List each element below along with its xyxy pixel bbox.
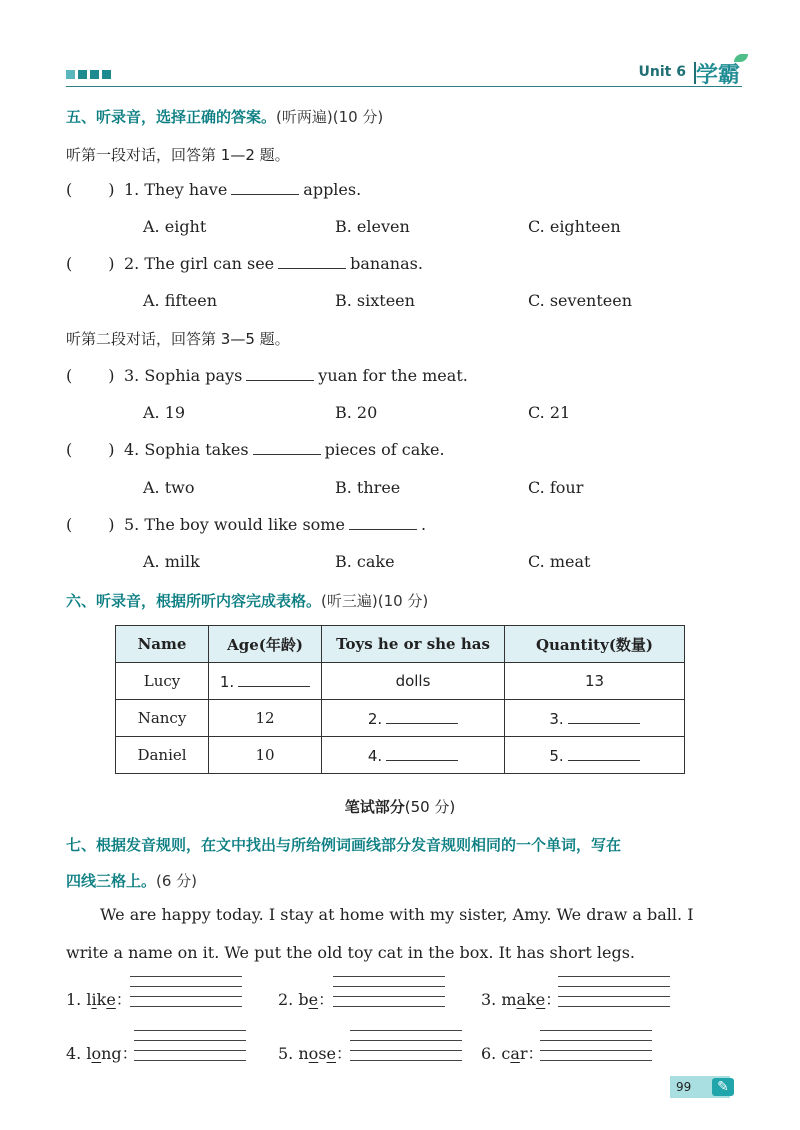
q1-option-c[interactable]: C. eighteen [528, 217, 621, 236]
cell-toys: dolls [322, 663, 505, 700]
table-header-row [116, 626, 685, 663]
q3-option-b[interactable]: B. 20 [335, 403, 378, 422]
cell-name: Lucy [116, 663, 209, 700]
question-2: ( ) 2. The girl can see bananas. [66, 254, 423, 273]
question-3: ( ) 3. Sophia pays yuan for the meat. [66, 366, 468, 385]
cell-toys[interactable]: 4. [322, 737, 505, 774]
written-part-title [0, 796, 800, 817]
answer-paren[interactable]: ( ) [66, 254, 115, 273]
q3-option-c[interactable]: C. 21 [528, 403, 571, 422]
q4-option-c[interactable]: C. four [528, 478, 584, 497]
q4-option-a[interactable]: A. two [143, 478, 195, 497]
section-7-title-line2 [66, 870, 197, 891]
section-7-heading: 四线三格上。 [66, 872, 157, 890]
answer-paren[interactable]: ( ) [66, 180, 115, 199]
section-7-note: (6 分) [156, 872, 198, 890]
table-row [116, 663, 685, 700]
col-toys: Toys he or she has [322, 626, 505, 663]
writing-lines-3[interactable] [558, 976, 670, 1006]
answer-paren[interactable]: ( ) [66, 366, 115, 385]
answer-blank[interactable] [246, 366, 314, 381]
cell-quantity[interactable]: 5. [505, 737, 685, 774]
brand-logo: 学霸 [695, 63, 740, 88]
written-score: (50 分) [404, 798, 456, 816]
col-quantity: Quantity(数量) [505, 626, 685, 663]
q5-option-a[interactable]: A. milk [143, 552, 200, 571]
cell-name: Daniel [116, 737, 209, 774]
col-age: Age(年龄) [209, 626, 322, 663]
q1-option-a[interactable]: A. eight [143, 217, 207, 236]
passage-line-2: write a name on it. We put the old toy cat in the box. It has short legs. [66, 943, 635, 962]
answer-blank[interactable] [349, 515, 417, 530]
info-table [115, 625, 685, 774]
writing-lines-4[interactable] [134, 1030, 246, 1060]
cell-toys[interactable]: 2. [322, 700, 505, 737]
cell-age: 10 [209, 737, 322, 774]
passage-line-1: We are happy today. I stay at home with my sister, Amy. We draw a ball. I [100, 905, 694, 924]
question-4: ( ) 4. Sophia takes pieces of cake. [66, 440, 445, 459]
answer-paren[interactable]: ( ) [66, 515, 115, 534]
question-5: ( ) 5. The boy would like some . [66, 515, 427, 534]
section-6-heading: 六、听录音，根据所听内容完成表格。 [66, 592, 322, 610]
section-5-heading: 五、听录音，选择正确的答案。 [66, 108, 277, 126]
table-row [116, 700, 685, 737]
written-title: 笔试部分 [344, 798, 405, 816]
answer-paren[interactable]: ( ) [66, 440, 115, 459]
word-item-5: 5. nose： [278, 1044, 353, 1063]
writing-lines-2[interactable] [333, 976, 445, 1006]
part-2-instructions: 听第二段对话，回答第 3—5 题。 [66, 330, 290, 348]
word-item-1: 1. like： [66, 990, 132, 1009]
writing-lines-6[interactable] [540, 1030, 652, 1060]
section-5-title [66, 106, 383, 127]
section-5-note: (听两遍)(10 分) [276, 108, 384, 126]
q3-option-a[interactable]: A. 19 [143, 403, 186, 422]
section-7-title-line1: 七、根据发音规则，在文中找出与所给例词画线部分发音规则相同的一个单词，写在 [66, 836, 622, 854]
q5-option-b[interactable]: B. cake [335, 552, 395, 571]
pencil-icon: ✎ [712, 1078, 734, 1096]
word-item-3: 3. make： [481, 990, 562, 1009]
section-6-note: (听三遍)(10 分) [321, 592, 429, 610]
q1-option-b[interactable]: B. eleven [335, 217, 410, 236]
writing-lines-5[interactable] [350, 1030, 462, 1060]
answer-blank[interactable] [278, 254, 346, 269]
section-6-title [66, 590, 428, 611]
q2-option-b[interactable]: B. sixteen [335, 291, 415, 310]
header-rule [66, 86, 742, 87]
reading-passage [66, 896, 746, 972]
header-squares [66, 70, 111, 79]
leaf-icon [734, 54, 748, 62]
answer-blank[interactable] [231, 180, 299, 195]
cell-age: 12 [209, 700, 322, 737]
cell-age[interactable]: 1. [209, 663, 322, 700]
word-item-2: 2. be： [278, 990, 335, 1009]
cell-quantity[interactable]: 3. [505, 700, 685, 737]
q4-option-b[interactable]: B. three [335, 478, 401, 497]
cell-name: Nancy [116, 700, 209, 737]
table-row [116, 737, 685, 774]
q5-option-c[interactable]: C. meat [528, 552, 591, 571]
word-item-4: 4. long： [66, 1044, 138, 1063]
part-1-instructions: 听第一段对话，回答第 1—2 题。 [66, 146, 290, 164]
q2-option-c[interactable]: C. seventeen [528, 291, 633, 310]
word-item-6: 6. car： [481, 1044, 544, 1063]
unit-label: Unit 6 [638, 64, 686, 80]
col-name: Name [116, 626, 209, 663]
answer-blank[interactable] [253, 440, 321, 455]
page-number: 99 [670, 1076, 730, 1098]
q2-option-a[interactable]: A. fifteen [143, 291, 217, 310]
question-1: ( ) 1. They have apples. [66, 180, 362, 199]
writing-lines-1[interactable] [130, 976, 242, 1006]
cell-quantity: 13 [505, 663, 685, 700]
